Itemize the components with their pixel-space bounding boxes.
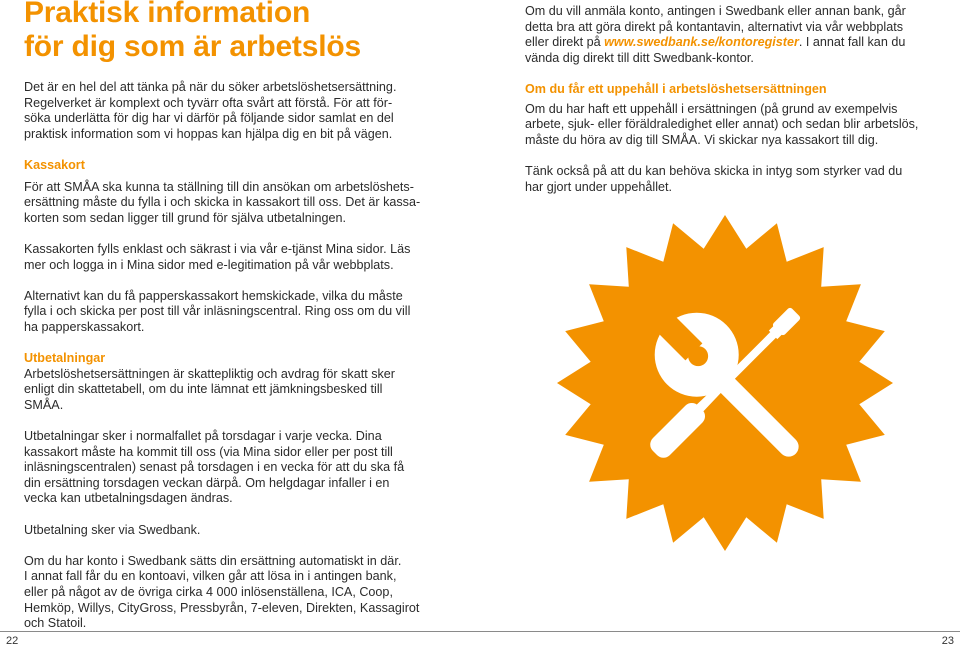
kontoregister-link[interactable]: www.swedbank.se/kontoregister <box>604 35 799 50</box>
utbetalningar-paragraph-4: Om du har konto i Swedbank sätts din ersättning automatiskt in där. I annat fall får du en kontoavi, vilken går att lösa in i antingen bank, eller på något av de övriga cirka 4 000 inlösenställena, ICA, Coop, Hemköp, Willys, CityGross, Pressbyrån, 7-eleven, Direkten, Kassagirot och Statoil. <box>24 553 420 631</box>
konto-paragraph: Om du vill anmäla konto, antingen i Swedbank eller annan bank, går detta bra att göra direkt på kontantavin, alternativt via vår webbplats eller direkt på www.swedbank.se/kontoregister. I annat fall kan du vända dig direkt till ditt Swedbank-kontor. <box>525 4 906 65</box>
right-text-column <box>525 4 955 211</box>
footer-rule <box>0 631 480 632</box>
uppehall-paragraph-1: Om du har haft ett uppehåll i ersättningen (på grund av exempelvis arbete, sjuk- eller föräldraledighet eller annat) och sedan blir arbetslös, måste du höra av dig till SMÅA. Vi skickar nya kassakort till dig. <box>525 101 919 147</box>
page-number: 22 <box>6 635 19 647</box>
left-text-column <box>24 80 464 647</box>
utbetalningar-heading: Utbetalningar <box>24 351 106 366</box>
footer-rule <box>480 631 960 632</box>
utbetalningar-paragraph-3: Utbetalning sker via Swedbank. <box>24 522 201 537</box>
title-line-2: för dig som är arbetslös <box>24 30 361 63</box>
uppehall-heading: Om du får ett uppehåll i arbetslöshetsersättningen <box>525 81 827 96</box>
kassakort-paragraph-1: För att SMÅA ska kunna ta ställning till din ansökan om arbetslöshets- ersättning måste du fylla i och skicka in kassakort till oss. Det är kassa- korten som sedan ligger till grund för själva utbetalningen. <box>24 179 421 225</box>
starburst-badge-icon <box>555 213 895 553</box>
utbetalningar-paragraph-1: Arbetslöshetsersättningen är skattepliktig och avdrag för skatt sker enligt din skattetabell, om du inte lämnat ett jämkningsbesked till SMÅA. <box>24 366 395 412</box>
uppehall-paragraph-2: Tänk också på att du kan behöva skicka in intyg som styrker vad du har gjort under uppehållet. <box>525 163 903 194</box>
page-title <box>24 0 361 64</box>
kassakort-heading: Kassakort <box>24 157 85 172</box>
kassakort-paragraph-3: Alternativt kan du få papperskassakort hemskickade, vilka du måste fylla i och skicka per post till vår inläsningscentral. Ring oss om du vill ha papperskassakort. <box>24 288 411 334</box>
kassakort-paragraph-2: Kassakorten fylls enklast och säkrast i via vår e-tjänst Mina sidor. Läs mer och logga in i Mina sidor med e-legitimation på vår webbplats. <box>24 241 411 272</box>
right-page <box>480 0 960 650</box>
title-line-1: Praktisk information <box>24 0 311 29</box>
intro-paragraph: Det är en hel del att tänka på när du söker arbetslöshetsersättning. Regelverket är komplext och tyvärr ofta svårt att förstå. För att för- söka underlätta för dig har vi därför på följande sidor samlat en del praktisk information som vi hoppas kan hjälpa dig en bit på vägen. <box>24 80 397 141</box>
page-number: 23 <box>941 635 954 647</box>
utbetalningar-paragraph-2: Utbetalningar sker i normalfallet på torsdagar i varje vecka. Dina kassakort måste ha kommit till oss (via Mina sidor eller per post till inläsningscentralen) senast på torsdagen i en vecka för att du ska få din ersättning torsdagen veckan därpå. Om helgdagar infaller i en vecka kan utbetalningsdagen ändras. <box>24 429 405 506</box>
